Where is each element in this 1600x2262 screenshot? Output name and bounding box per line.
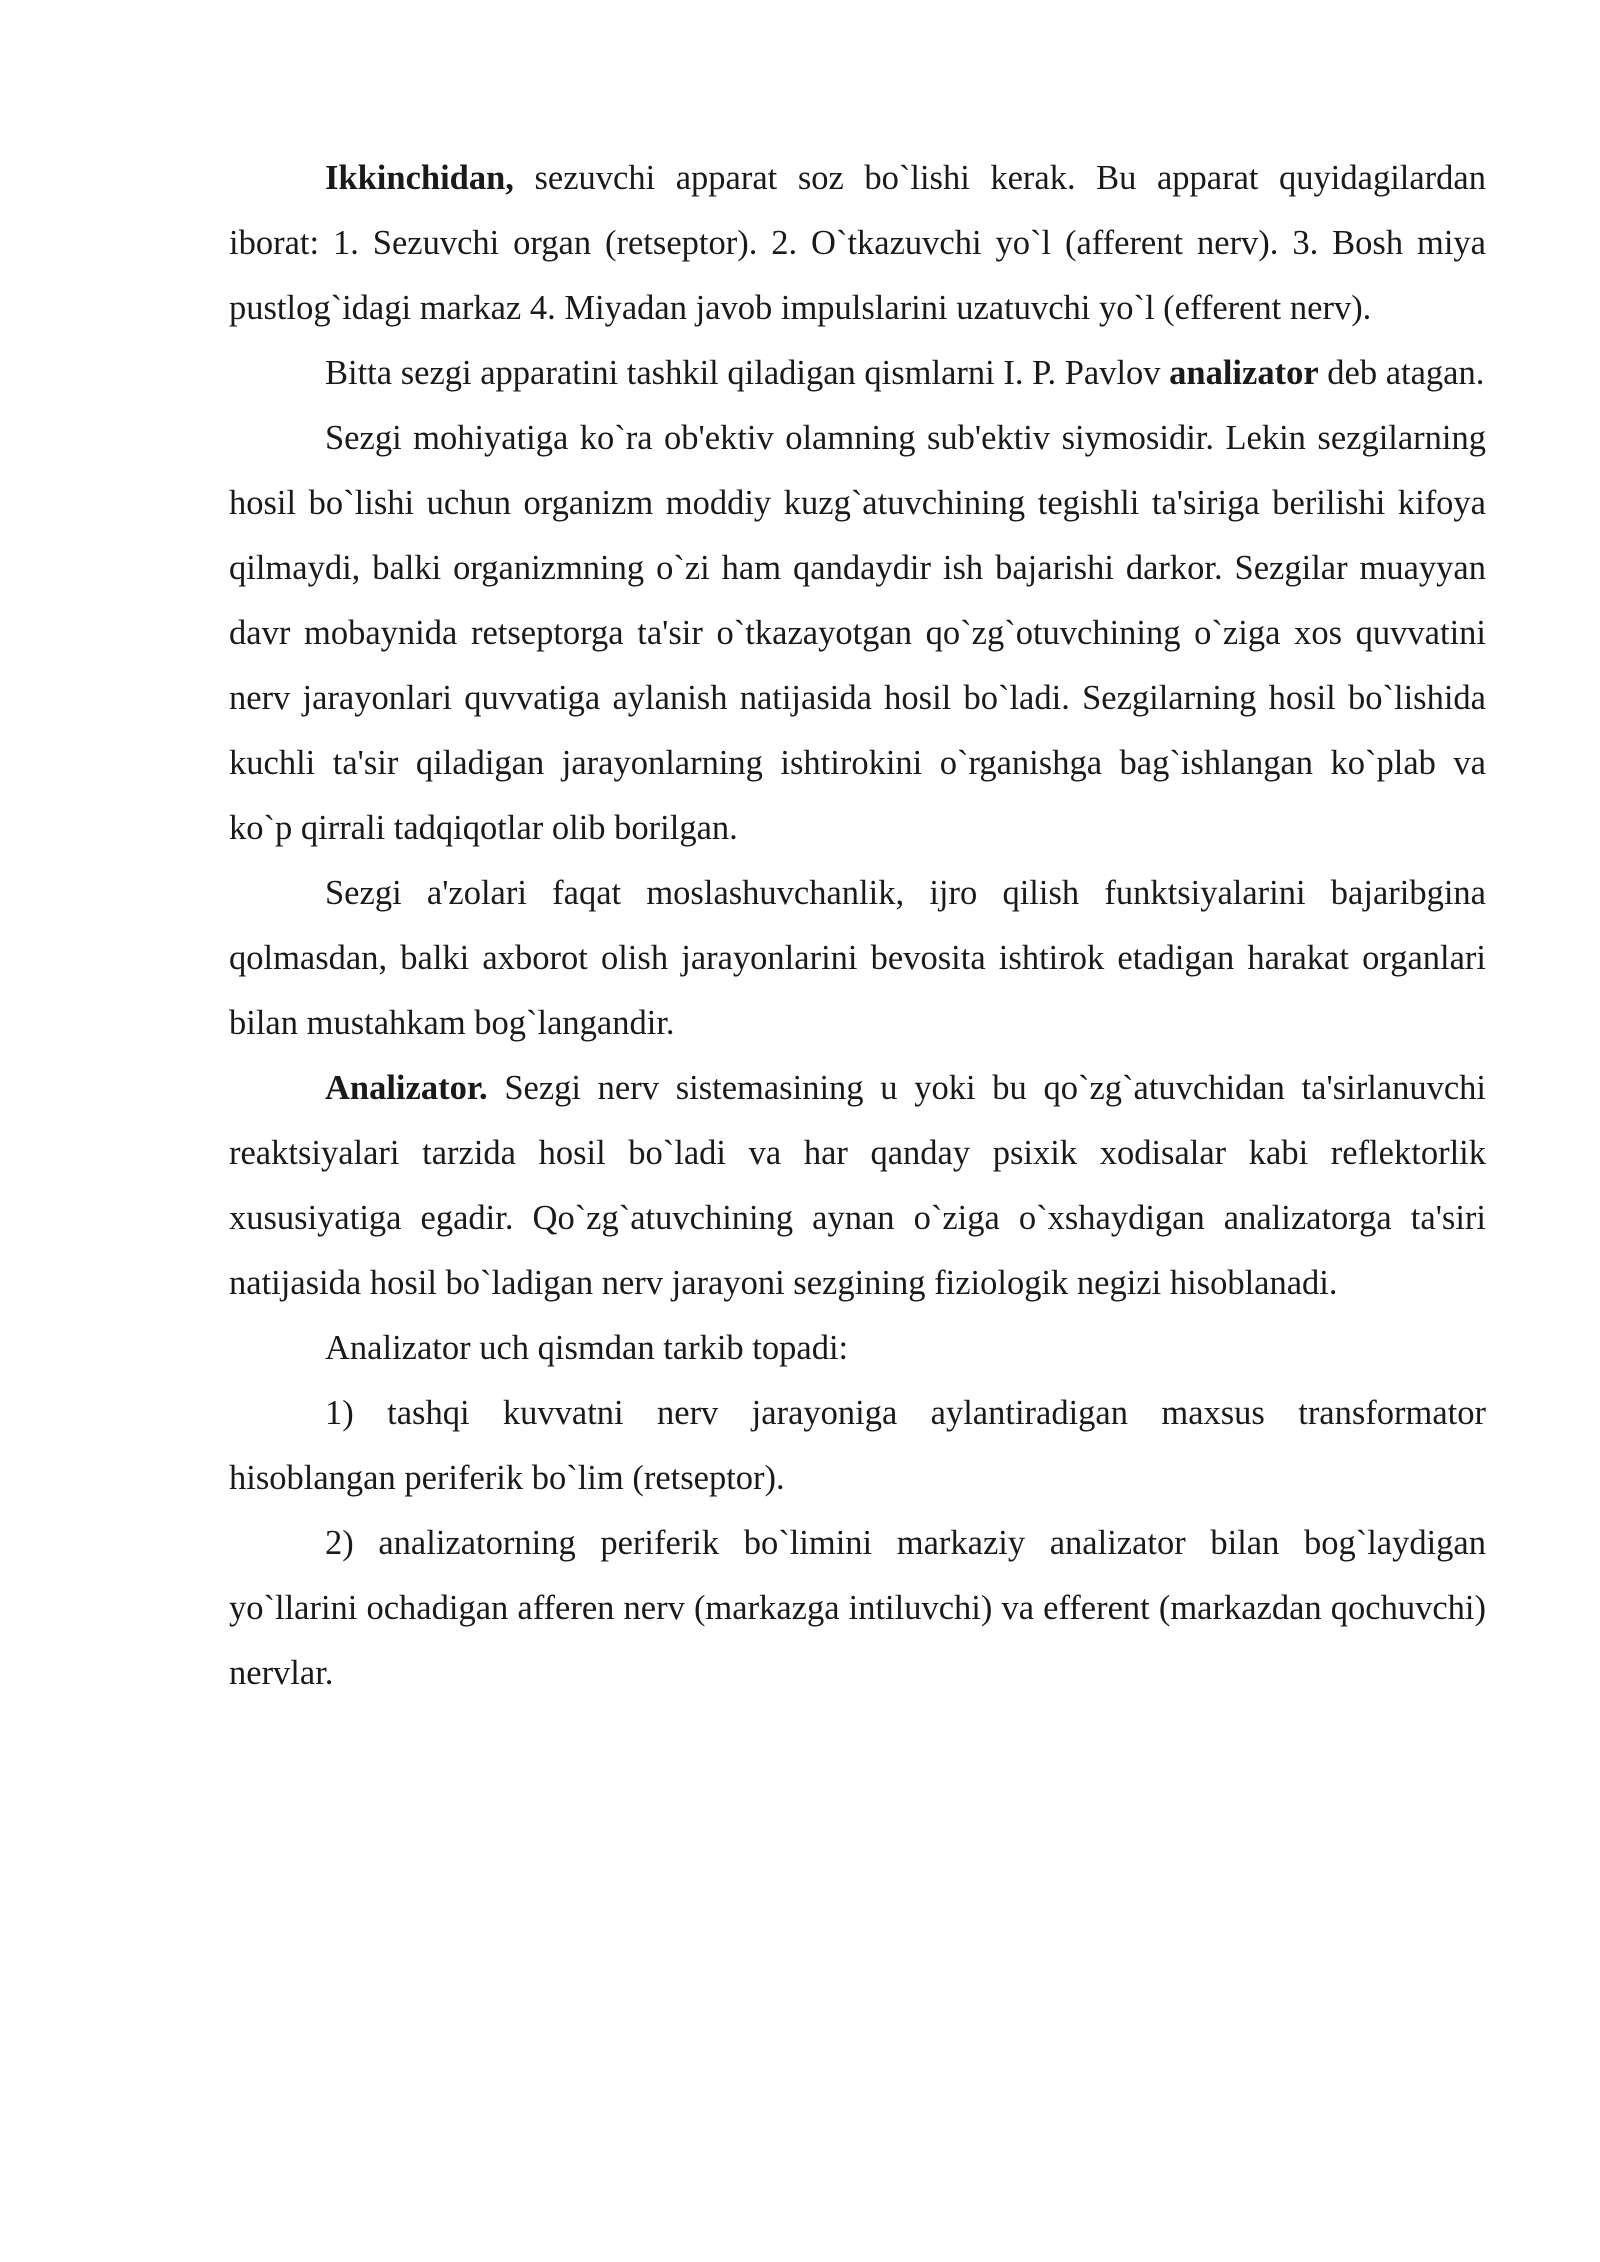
- document-body: [229, 146, 1486, 1706]
- paragraph-lead-bold: Ikkinchidan,: [325, 159, 514, 197]
- paragraph-text: sezuvchi apparat soz bo`lishi kerak. Bu apparat quyidagilardan iborat: 1. Sezuvchi organ (retseptor). 2. O`tkazuvchi yo`l (afferent nerv). 3. Bosh miya pustlog`idagi markaz 4. Miyadan javob impulslarini uzatuvchi yo`l (efferent nerv).: [229, 159, 1486, 327]
- paragraph-sezgi-azolari: Sezgi a'zolari faqat moslashuvchanlik, ijro qilish funktsiyalarini bajaribgina qolmasdan, balki axborot olish jarayonlarini bevosita ishtirok etadigan harakat organlari bilan mustahkam bog`langandir.: [229, 874, 1486, 1042]
- paragraph-pavlov-analizator: [229, 341, 1486, 406]
- paragraph-ikkinchidan: [229, 146, 1486, 341]
- paragraph-sezgi-mohiyati: Sezgi mohiyatiga ko`ra ob'ektiv olamning sub'ektiv siymosidir. Lekin sezgilarning hosil bo`lishi uchun organizm moddiy kuzg`atuvchining tegishli ta'siriga berilishi kifoya qilmaydi, balki organizmning o`zi ham qandaydir ish bajarishi darkor. Sezgilar muayyan davr mobaynida retseptorga ta'sir o`tkazayotgan qo`zg`otuvchining o`ziga xos quvvatini nerv jarayonlari quvvatiga aylanish natijasida hosil bo`ladi. Sezgilarning hosil bo`lishida kuchli ta'sir qiladigan jarayonlarning ishtirokini o`rganishga bag`ishlangan ko`plab va ko`p qirrali tadqiqotlar olib borilgan.: [229, 419, 1486, 847]
- paragraph-lead-bold: Analizator.: [325, 1069, 488, 1107]
- paragraph-inline-bold: analizator: [1169, 354, 1319, 392]
- paragraph-analizator-qismlari: Analizator uch qismdan tarkib topadi:: [325, 1329, 849, 1367]
- list-item-2: 2) analizatorning periferik bo`limini markaziy analizator bilan bog`laydigan yo`llarini ochadigan afferen nerv (markazga intiluvchi) va efferent (markazdan qochuvchi) nervlar.: [229, 1524, 1486, 1692]
- list-item-1: 1) tashqi kuvvatni nerv jarayoniga aylantiradigan maxsus transformator hisoblangan periferik bo`lim (retseptor).: [229, 1394, 1486, 1497]
- paragraph-text: deb atagan.: [1318, 354, 1485, 392]
- paragraph-text: Sezgi nerv sistemasining u yoki bu qo`zg`atuvchidan ta'sirlanuvchi reaktsiyalari tarzida hosil bo`ladi va har qanday psixik xodisalar kabi reflektorlik xususiyatiga egadir. Qo`zg`atuvchining aynan o`ziga o`xshaydigan analizatorga ta'siri natijasida hosil bo`ladigan nerv jarayoni sezgining fiziologik negizi hisoblanadi.: [229, 1069, 1486, 1302]
- paragraph-text: Bitta sezgi apparatini tashkil qiladigan qismlarni I. P. Pavlov: [325, 354, 1170, 392]
- paragraph-analizator: [229, 1056, 1486, 1316]
